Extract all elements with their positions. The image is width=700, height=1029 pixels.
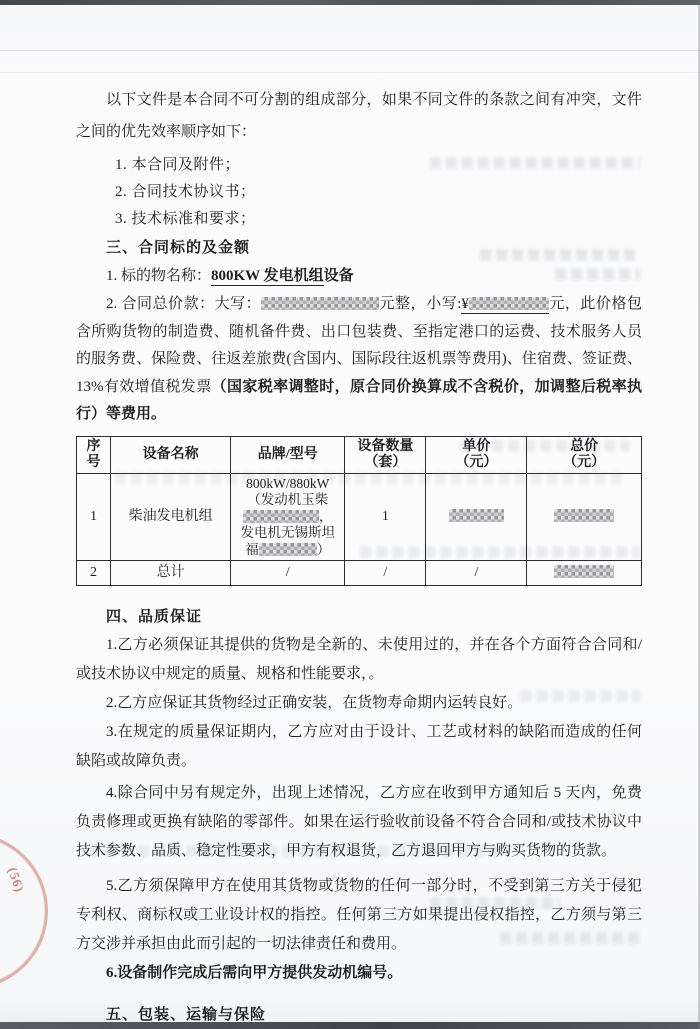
intro-paragraph: 以下文件是本合同不可分割的组成部分，如果不同文件的条款之间有冲突，文件之间的优先效率顺序如下： xyxy=(76,92,642,140)
subject-name-suffix: 设备 xyxy=(323,268,354,284)
header-equipment-name: 设备名称 xyxy=(111,436,231,473)
redacted-grand-total xyxy=(554,565,614,578)
equipment-table-header-row xyxy=(77,436,642,473)
cell-slash: / xyxy=(231,561,345,586)
cell-seq-no: 1 xyxy=(77,473,111,561)
priority-list-item: 3. 技术标准和要求； xyxy=(115,211,256,227)
price-tax-note: （国家税率调整时，原合同价换算成不含税价，加调整后税率执行）等费用。 xyxy=(76,378,642,422)
priority-list xyxy=(76,152,642,233)
scan-edge-top xyxy=(0,0,700,5)
cell-quantity: 1 xyxy=(345,473,426,561)
cell-slash: / xyxy=(345,561,426,586)
currency-symbol: ¥ xyxy=(461,296,469,312)
cell-unit-price xyxy=(426,473,527,561)
redacted-engine-model xyxy=(243,510,319,523)
quality-clause-5: 5.乙方须保障甲方在使用其货物或货物的任何一部分时，不受到第三方关于侵犯专利权、商标权或工业设计权的指控。任何第三方如果提出侵权指控，乙方须与第三方交涉并承担由此而引起的一切法律责任和费用。 xyxy=(76,878,642,953)
amount-figures-underline xyxy=(461,296,549,314)
priority-list-item: 2. 合同技术协议书； xyxy=(115,184,256,200)
red-seal-stamp-text: (56) xyxy=(5,865,28,895)
paper-crease-line xyxy=(0,50,700,51)
section5-heading: 五、包装、运输与保险 xyxy=(106,1007,267,1024)
quality-clause-3: 3.在规定的质量保证期内，乙方应对由于设计、工艺或材料的缺陷而造成的任何缺陷或故障负责。 xyxy=(76,724,642,770)
section3-heading: 三、合同标的及金额 xyxy=(106,240,251,256)
redacted-unit-price xyxy=(449,509,504,522)
cell-total-label: 总计 xyxy=(111,561,231,586)
red-seal-stamp xyxy=(0,833,48,989)
priority-list-item: 1. 本合同及附件； xyxy=(115,157,241,173)
redacted-amount-in-words xyxy=(261,297,379,310)
header-seq-no: 序 号 xyxy=(77,436,111,473)
cell-slash: / xyxy=(426,561,527,586)
cell-brand-model: 800kW/880kW （发动机玉柴 ， 发电机无锡斯坦 福 ） xyxy=(231,473,345,561)
price-description: 元，此价格包含所购货物的制造费、随机备件费、出口包装费、至指定港口的运费、技术服务人员的服务费、保险费、往返差旅费(含国内、国际段往返机票等费用)、住宿费、签证费、13%有效增值税发票 xyxy=(76,296,642,395)
cell-total-price xyxy=(527,473,642,561)
cell-grand-total xyxy=(527,561,642,586)
subject-name-underlined: 800KW 发电机组 xyxy=(211,268,324,284)
subject-name-line xyxy=(76,263,642,290)
cell-equipment-name: 柴油发电机组 xyxy=(111,473,231,561)
cell-seq-no: 2 xyxy=(77,561,111,586)
quality-clause-6: 6.设备制作完成后需向甲方提供发动机编号。 xyxy=(106,965,403,982)
contract-body xyxy=(76,84,642,1029)
header-quantity: 设备数量 （套） xyxy=(345,436,426,473)
header-brand-model: 品牌/型号 xyxy=(231,436,345,473)
equipment-table xyxy=(76,436,642,587)
subject-name-prefix: 1. 标的物名称： xyxy=(106,268,212,284)
header-unit-price: 单价 （元） xyxy=(426,436,527,473)
paper-crease-line xyxy=(0,72,700,73)
equipment-row xyxy=(77,473,642,561)
header-total-price: 总价 （元） xyxy=(527,436,642,473)
quality-clause-2: 2.乙方应保证其货物经过正确安装，在货物寿命期内运转良好。 xyxy=(106,695,523,712)
quality-clause-4: 4.除合同中另有规定外，出现上述情况，乙方应在收到甲方通知后 5 天内，免费负责修理或更换有缺陷的零部件。如果在运行验收前设备不符合合同和/或技术协议中技术参数、品质、稳定性要求，甲方有权退货，乙方退回甲方与购买货物的货款。 xyxy=(76,785,642,860)
section4-heading: 四、品质保证 xyxy=(106,609,203,626)
price-prefix: 2. 合同总价款：大写： xyxy=(106,296,262,312)
redacted-total-price xyxy=(554,509,614,522)
total-row xyxy=(77,561,642,586)
quality-clause-1: 1.乙方必须保证其提供的货物是全新的、未使用过的，并在各个方面符合合同和/或技术协议中规定的质量、规格和性能要求，。 xyxy=(76,637,642,683)
redacted-amount-in-figures xyxy=(469,297,549,310)
redacted-alternator-model xyxy=(259,543,317,556)
price-mid: 元整，小写: xyxy=(379,296,462,312)
total-price-paragraph xyxy=(76,291,642,429)
